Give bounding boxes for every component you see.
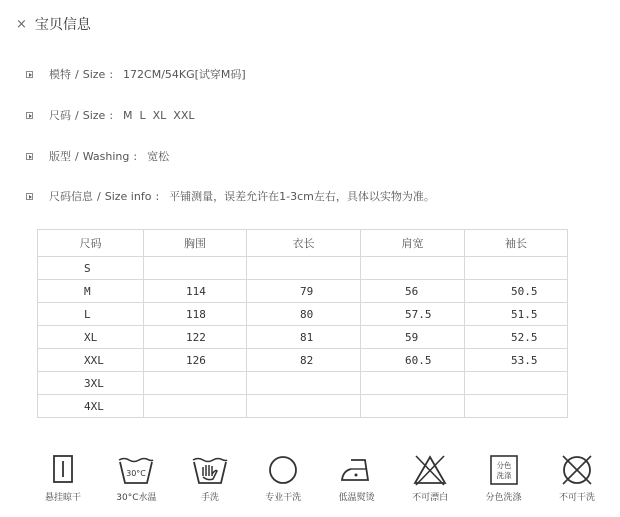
table-header-cell: 尺码 (38, 230, 144, 257)
table-cell: XXL (38, 349, 144, 372)
table-cell: 122 (144, 326, 247, 349)
table-cell (247, 395, 361, 418)
table-cell: 82 (247, 349, 361, 372)
table-cell: 118 (144, 303, 247, 326)
size-table (37, 229, 568, 418)
table-cell: 114 (144, 280, 247, 303)
table-cell: 53.5 (465, 349, 568, 372)
bullet-icon (26, 193, 33, 200)
table-cell: XL (38, 326, 144, 349)
care-item-no-bleach (397, 452, 463, 503)
table-cell: 56 (361, 280, 465, 303)
care-label: 不可干洗 (558, 493, 595, 503)
care-item-hand-wash (177, 452, 243, 503)
info-label-en: Size (82, 67, 106, 81)
info-label-en: Size info (104, 189, 152, 203)
table-header-cell: 胸围 (144, 230, 247, 257)
info-label: 尺码 (49, 109, 71, 122)
table-cell (465, 395, 568, 418)
wash-30-icon (116, 452, 156, 488)
info-label-en: Washing (82, 149, 130, 163)
table-cell: M (38, 280, 144, 303)
table-cell (465, 372, 568, 395)
table-cell (144, 395, 247, 418)
info-value: 宽松 (147, 150, 170, 163)
info-separator: / (75, 67, 79, 81)
table-cell (361, 395, 465, 418)
table-row (38, 372, 568, 395)
care-label: 专业干洗 (265, 493, 302, 503)
hang-dry-icon (43, 452, 83, 488)
table-header-cell: 肩宽 (361, 230, 465, 257)
info-colon: : (155, 189, 160, 203)
info-colon: : (133, 149, 138, 163)
table-cell (144, 372, 247, 395)
table-cell: 3XL (38, 372, 144, 395)
care-item-separate-wash (471, 452, 537, 503)
info-colon: : (109, 67, 114, 81)
svg-text:分色: 分色 (496, 461, 512, 470)
hand-wash-icon (190, 452, 230, 488)
table-cell: 126 (144, 349, 247, 372)
bullet-icon (26, 71, 33, 78)
care-item-dry-clean (250, 452, 316, 503)
table-cell: 51.5 (465, 303, 568, 326)
table-cell (465, 257, 568, 280)
care-label: 悬挂晾干 (44, 493, 81, 503)
info-label: 模特 (49, 68, 71, 81)
table-cell: 79 (247, 280, 361, 303)
table-row (38, 326, 568, 349)
no-dry-clean-icon (557, 452, 597, 488)
care-item-no-dry-clean (544, 452, 610, 503)
info-value: 172CM/54KG[试穿M码] (123, 68, 246, 81)
info-separator: / (75, 108, 79, 122)
table-row (38, 280, 568, 303)
care-label: 30°C水温 (116, 493, 157, 503)
info-separator: / (75, 149, 79, 163)
table-cell: 57.5 (361, 303, 465, 326)
table-cell: 80 (247, 303, 361, 326)
section-header (16, 14, 91, 34)
section-title: 宝贝信息 (34, 17, 91, 33)
info-row-model (26, 65, 246, 83)
info-colon: : (109, 108, 114, 122)
care-item-low-iron (324, 452, 390, 503)
info-value: 平铺测量，误差允许在1-3cm左右，具体以实物为准。 (169, 190, 435, 203)
care-item-wash-30 (103, 452, 169, 503)
info-label-en: Size (82, 108, 106, 122)
info-row-fit (26, 147, 169, 165)
table-cell (144, 257, 247, 280)
table-cell: 50.5 (465, 280, 568, 303)
table-cell: 52.5 (465, 326, 568, 349)
table-cell: S (38, 257, 144, 280)
table-header-cell: 袖长 (465, 230, 568, 257)
table-cell (361, 257, 465, 280)
table-row (38, 257, 568, 280)
info-separator: / (97, 189, 101, 203)
separate-wash-icon (484, 452, 524, 488)
table-cell: 4XL (38, 395, 144, 418)
care-label: 不可漂白 (412, 493, 449, 503)
info-label: 版型 (49, 150, 71, 163)
info-value: M L XL XXL (123, 108, 195, 122)
table-cell (247, 372, 361, 395)
svg-text:洗涤: 洗涤 (496, 471, 512, 480)
table-cell: 60.5 (361, 349, 465, 372)
table-header-row (38, 230, 568, 257)
wash-30-badge: 30°C (126, 469, 147, 478)
bullet-icon (26, 153, 33, 160)
dry-clean-icon (263, 452, 303, 488)
table-cell: L (38, 303, 144, 326)
care-label: 低温熨烫 (338, 493, 375, 503)
table-header-cell: 衣长 (247, 230, 361, 257)
info-label: 尺码信息 (49, 190, 93, 203)
table-cell: 59 (361, 326, 465, 349)
table-cell (361, 372, 465, 395)
no-bleach-icon (410, 452, 450, 488)
close-icon[interactable]: × (16, 16, 27, 32)
care-instructions (30, 452, 610, 503)
table-cell: 81 (247, 326, 361, 349)
low-iron-icon (337, 452, 377, 488)
care-label: 手洗 (200, 493, 219, 503)
info-row-size (26, 106, 195, 124)
bullet-icon (26, 112, 33, 119)
info-row-size-info (26, 187, 435, 205)
table-row (38, 303, 568, 326)
care-label: 分色洗涤 (485, 493, 522, 503)
table-cell (247, 257, 361, 280)
table-row (38, 349, 568, 372)
table-row (38, 395, 568, 418)
care-item-hang-dry (30, 452, 96, 503)
